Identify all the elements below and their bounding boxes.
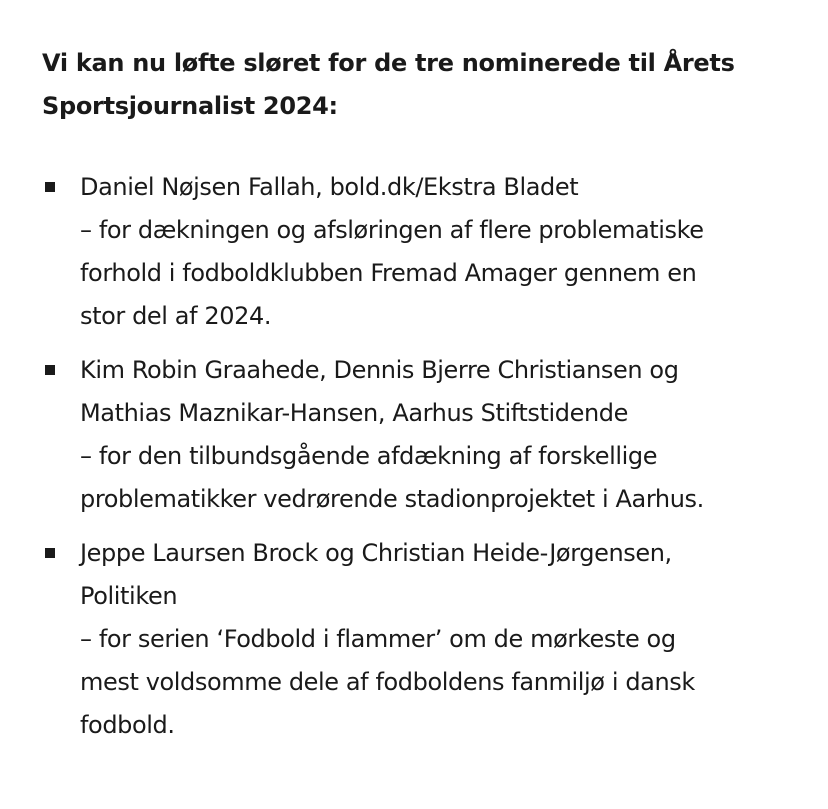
nominee-names: Kim Robin Graahede, Dennis Bjerre Christiansen og xyxy=(80,356,679,384)
square-bullet-icon xyxy=(45,365,55,375)
nominee-reason-line: forhold i fodboldklubben Fremad Amager gennem en xyxy=(80,259,697,287)
square-bullet-icon xyxy=(45,548,55,558)
heading-line: Vi kan nu løfte sløret for de tre nominerede til Årets xyxy=(42,49,735,77)
article-heading xyxy=(42,42,798,128)
nominee-reason-line: – for dækningen og afsløringen af flere problematiske xyxy=(80,216,704,244)
nominee-names: Daniel Nøjsen Fallah, bold.dk/Ekstra Bladet xyxy=(80,173,579,201)
nominee-reason-line: stor del af 2024. xyxy=(80,302,272,330)
nominee-names: Jeppe Laursen Brock og Christian Heide-Jørgensen, xyxy=(80,539,672,567)
nominee-names: Mathias Maznikar-Hansen, Aarhus Stiftstidende xyxy=(80,399,628,427)
nominee-reason-line: problematikker vedrørende stadionprojektet i Aarhus. xyxy=(80,485,704,513)
nominee-reason-line: mest voldsomme dele af fodboldens fanmiljø i dansk xyxy=(80,668,695,696)
nominee-reason-line: – for serien ‘Fodbold i flammer’ om de mørkeste og xyxy=(80,625,676,653)
nominee-item xyxy=(42,166,798,338)
nominee-item xyxy=(42,532,798,747)
heading-line: Sportsjournalist 2024: xyxy=(42,92,338,120)
nominee-list xyxy=(42,166,798,747)
nominee-item xyxy=(42,349,798,521)
nominee-reason-line: – for den tilbundsgående afdækning af forskellige xyxy=(80,442,658,470)
square-bullet-icon xyxy=(45,182,55,192)
nominee-reason-line: fodbold. xyxy=(80,711,175,739)
nominee-names: Politiken xyxy=(80,582,178,610)
